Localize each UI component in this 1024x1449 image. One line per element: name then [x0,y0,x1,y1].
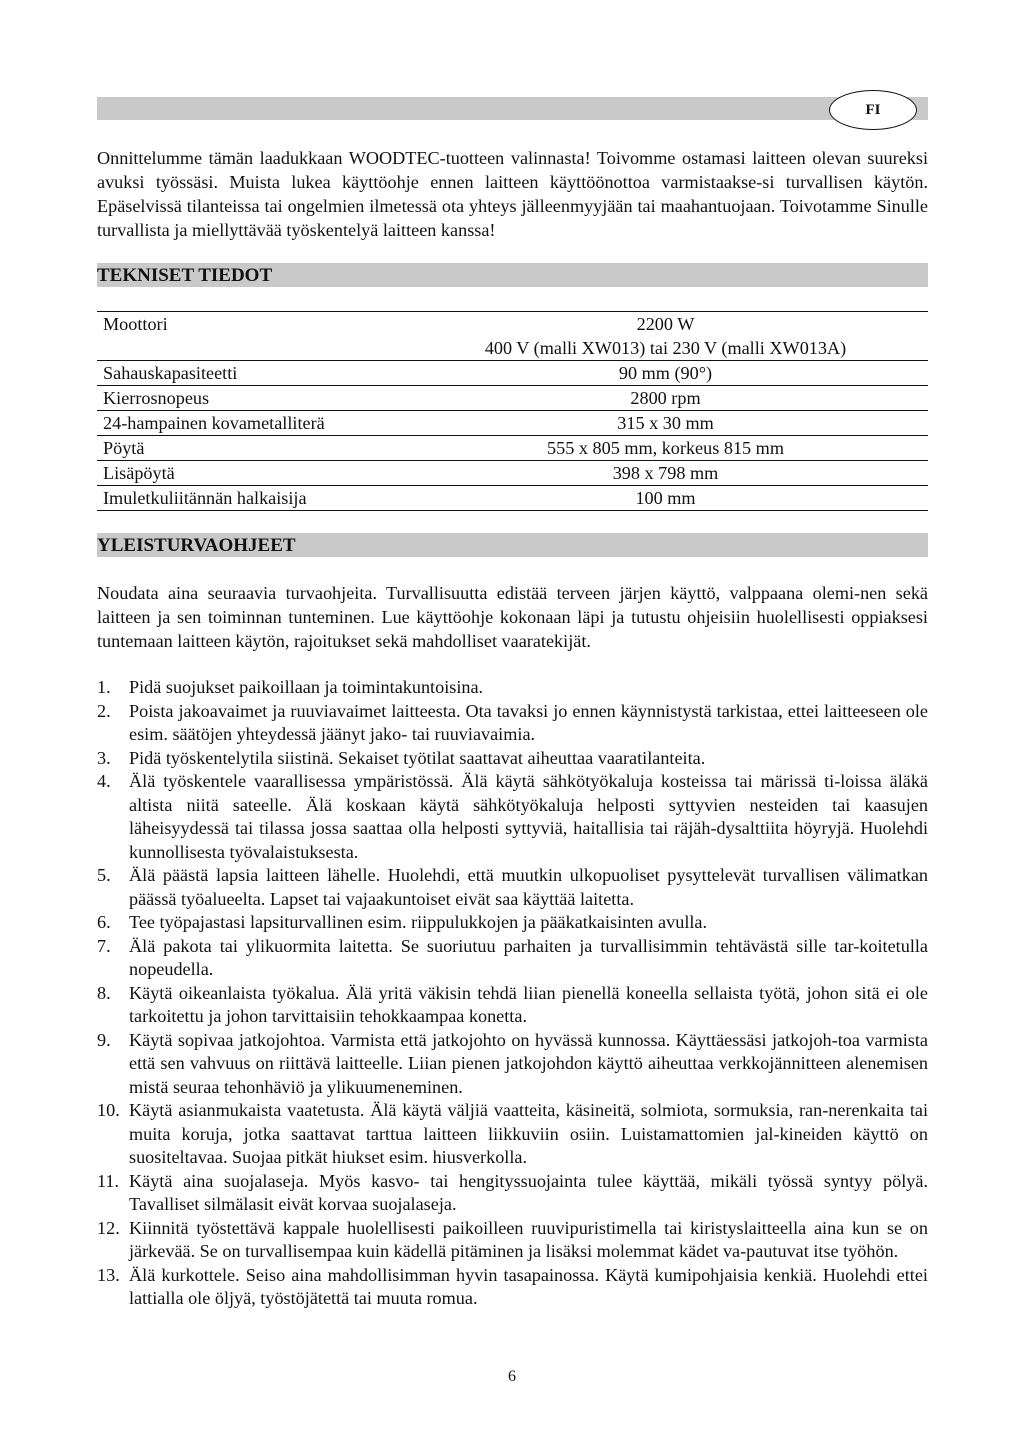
list-item [97,1099,928,1170]
spec-row [97,436,928,461]
list-item [97,676,928,700]
list-item-text: Pidä suojukset paikoillaan ja toimintakuntoisina. [129,677,484,697]
list-item-number: 6. [97,912,111,932]
list-item [97,747,928,771]
list-item-number: 11. [97,1170,120,1191]
section-heading-safety: YLEISTURVAOHJEET [97,533,928,557]
list-item-text: Pidä työskentelytila siistinä. Sekaiset työtilat saattavat aiheuttaa vaaratilanteita. [129,747,706,768]
spec-value-line: 2200 W [636,314,695,334]
list-item-number: 12. [97,1217,120,1238]
list-item-text: Älä pakota tai ylikuormita laitetta. Se suoriutuu parhaiten ja turvallisimmin tehtävästä sille tar-koitetulla nopeudella. [129,935,928,979]
list-item-text: Älä työskentele vaarallisessa ympäristössä. Älä käytä sähkötyökaluja kosteissa tai märissä ti-loissa äläkä altista niitä sateelle. Älä koskaan käytä sähkötyökaluja helposti syttyvien nesteiden tai kaasujen läheisyydessä tai tilassa jossa saattaa olla helposti syttyviä, haitallisia tai räjäh-dysalttiita höyryjä. Huolehdi kunnollisesta työvalaistuksesta. [129,771,928,862]
spec-row [97,312,928,361]
list-item-number: 7. [97,935,111,956]
spec-row [97,486,928,510]
spec-label: Pöytä [103,438,145,458]
intro-paragraph: Onnittelumme tämän laadukkaan WOODTEC-tuotteen valinnasta! Toivomme ostamasi laitteen olevan suureksi avuksi työssäsi. Muista lukea käyttöohje ennen laitteen käyttöönottoa varmistaakse-si turvallisen käytön. Epäselvissä tilanteissa tai ongelmien ilmetessä ota yhteys jälleenmyyjään tai maahantuojaan. Toivotamme Sinulle turvallista ja miellyttävää työskentelyä laitteen kanssa! [97,148,928,240]
spec-row [97,411,928,436]
list-item [97,700,928,747]
list-item [97,1170,928,1217]
spec-value: 100 mm [635,488,696,508]
list-item-text: Käytä asianmukaista vaatetusta. Älä käytä väljiä vaatteita, käsineitä, solmiota, sormuksia, ran-nerenkaita tai muita koruja, jotka saattavat tarttua laitteen liikkuviin osiin. Luistamattomien jal-kineiden käyttö on suositeltavaa. Suojaa pitkät hiukset esim. hiusverkolla. [129,1100,928,1167]
spec-value: 398 x 798 mm [612,463,719,483]
page-number: 6 [508,1368,516,1385]
list-item [97,1264,928,1311]
spec-value: 315 x 30 mm [617,413,714,433]
list-item-number: 9. [97,1029,111,1050]
spec-row [97,386,928,411]
list-item-text: Poista jakoavaimet ja ruuviavaimet laitteesta. Ota tavaksi jo ennen käynnistystä tarkistaa, ettei laitteeseen ole esim. säätöjen yhteydessä jäänyt jako- tai ruuviavaimia. [129,700,928,744]
spec-label: Kierrosnopeus [103,388,210,408]
list-item [97,935,928,982]
spec-value: 90 mm (90°) [618,363,713,383]
list-item [97,770,928,864]
spec-value: 2800 rpm [630,388,701,408]
spec-label: 24-hampainen kovametalliterä [103,413,325,433]
safety-rules-list [97,676,928,1311]
list-item [97,1217,928,1264]
list-item-text: Käytä sopivaa jatkojohtoa. Varmista että jatkojohto on hyvässä kunnossa. Käyttäessäsi jatkojoh-toa varmista että sen vahvuus on riittävä laitteelle. Liian pienen jatkojohdon käyttö aiheuttaa verkkojännitteen alenemisen mistä seuraa tehonhäviö ja ylikuumeneminen. [129,1029,928,1097]
list-item [97,864,928,911]
list-item-number: 10. [97,1100,120,1120]
spec-label: Lisäpöytä [103,463,175,483]
list-item-text: Käytä aina suojalaseja. Myös kasvo- tai hengityssuojainta tulee käyttää, mikäli työssä syntyy pölyä. Tavalliset silmälasit eivät korvaa suojalaseja. [129,1170,928,1214]
language-badge: FI [829,90,917,130]
list-item-text: Älä kurkottele. Seiso aina mahdollisimman hyvin tasapainossa. Käytä kumipohjaisia kenkiä. Huolehdi ettei lattialla ole öljyä, työstöjätettä tai muuta romua. [129,1264,928,1308]
spec-table [97,311,928,511]
spec-row [97,361,928,386]
list-item [97,911,928,935]
list-item-number: 8. [97,982,111,1003]
list-item-number: 2. [97,700,111,721]
list-item-text: Älä päästä lapsia laitteen lähelle. Huolehdi, että muutkin ulkopuoliset pysyttelevät turvallisen välimatkan päässä työalueelta. Lapset tai vajaakuntoiset eivät saa käyttää laitetta. [129,865,928,909]
spec-value-line: 400 V (malli XW013) tai 230 V (malli XW013A) [484,338,847,358]
list-item-number: 5. [97,865,111,885]
spec-label: Imuletkuliitännän halkaisija [103,488,307,508]
list-item-text: Tee työpajastasi lapsiturvallinen esim. riippulukkojen ja pääkatkaisinten avulla. [129,912,708,932]
header-bar [97,97,928,120]
list-item-text: Käytä oikeanlaista työkalua. Älä yritä väkisin tehdä liian pienellä koneella sellaista työtä, johon sitä ei ole tarkoitettu ja johon tarvittaisiin tehokkaampaa konetta. [129,982,928,1026]
spec-value [403,312,928,360]
list-item [97,982,928,1029]
spec-label: Sahauskapasiteetti [103,363,238,383]
list-item-number: 1. [97,677,111,697]
spec-row [97,461,928,486]
spec-label: Moottori [103,314,168,334]
list-item-number: 13. [97,1264,120,1285]
safety-intro-paragraph: Noudata aina seuraavia turvaohjeita. Turvallisuutta edistää terveen järjen käyttö, valppaana olemi-nen sekä laitteen ja sen toiminnan tunteminen. Lue käyttöohje kokonaan läpi ja tutustu ohjeisiin huolellisesti oppiaksesi tuntemaan laitteen käytön, rajoitukset sekä mahdolliset vaaratekijät. [97,583,928,651]
list-item-text: Kiinnitä työstettävä kappale huolellisesti paikoilleen ruuvipuristimella tai kiristyslaitteella aina kun se on järkevää. Se on turvallisempaa kuin kädellä pitäminen ja lisäksi molemmat kädet va-pautuvat itse työhön. [129,1217,928,1261]
list-item [97,1029,928,1100]
section-heading-specs: TEKNISET TIEDOT [97,263,928,287]
list-item-number: 3. [97,747,111,768]
list-item-number: 4. [97,771,111,791]
spec-value: 555 x 805 mm, korkeus 815 mm [547,438,784,458]
